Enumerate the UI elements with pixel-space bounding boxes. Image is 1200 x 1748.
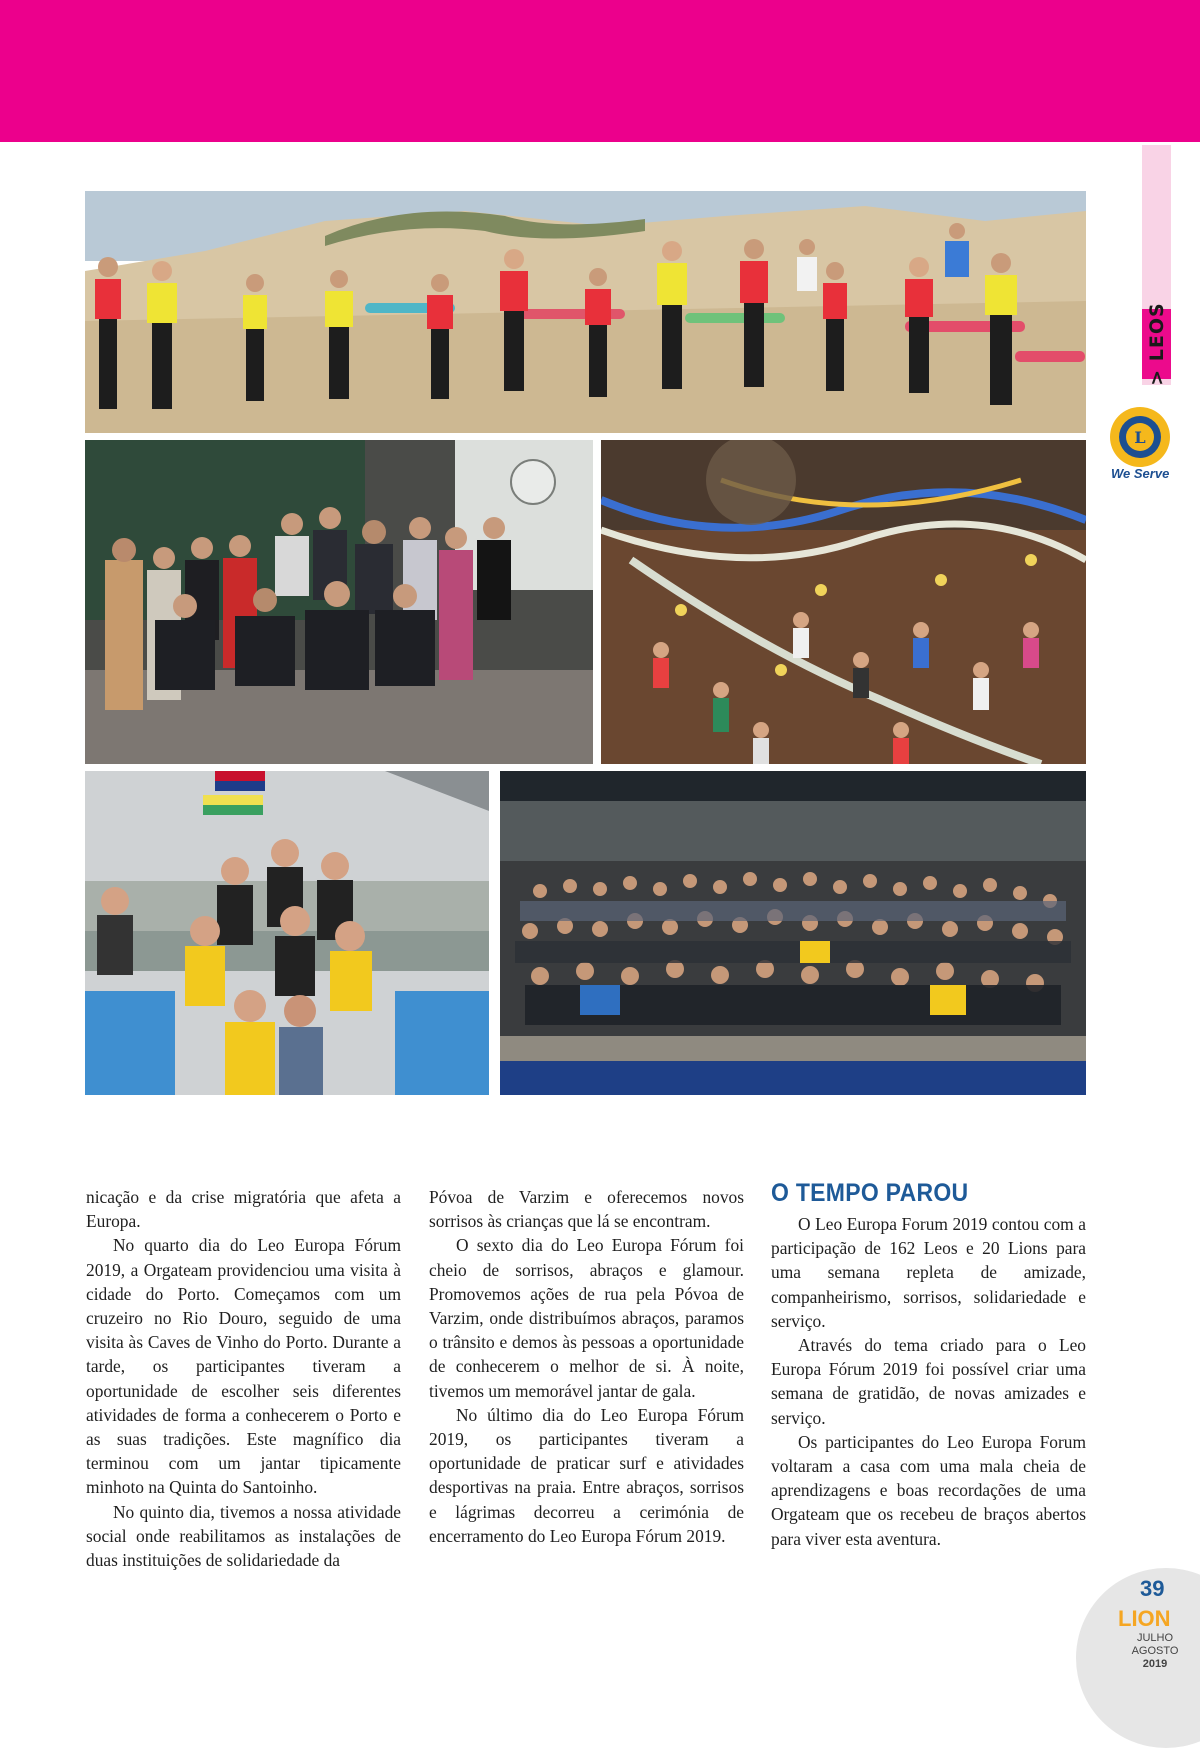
magazine-name: LION — [1118, 1606, 1171, 1631]
lions-logo-icon — [1108, 405, 1172, 469]
article-paragraph: O sexto dia do Leo Europa Fórum foi cheio de sorrisos, abraços e glamour. Promovemos ações de rua pela Póvoa de Varzim, onde distribuímos abraços, paramos o trânsito e demos às pessoas a oportunidade de conhecerem o melhor de si. À noite, tivemos um memorável jantar de gala. — [429, 1235, 744, 1401]
article-paragraph: Póvoa de Varzim e oferecemos novos sorrisos às crianças que lá se encontram. — [429, 1187, 744, 1232]
top-magenta-banner — [0, 0, 1200, 142]
article-paragraph: Os participantes do Leo Europa Forum voltaram a casa com uma mala cheia de aprendizagens e boas recordações de uma Orgateam que os recebeu de braços abertos para viver esta aventura. — [771, 1431, 1086, 1549]
article-paragraph: nicação e da crise migratória que afeta a Europa. — [86, 1187, 401, 1232]
photo-gala-group — [85, 440, 593, 764]
article-column-3 — [771, 1178, 1086, 1551]
page-number: 39 — [1140, 1576, 1165, 1601]
issue-year: 2019 — [1142, 1658, 1168, 1670]
article-column-1 — [86, 1185, 401, 1572]
article-paragraph: O Leo Europa Forum 2019 contou com a participação de 162 Leos e 20 Lions para uma semana repleta de amizade, companheirismo, sorrisos, solidariedade e serviço. — [771, 1214, 1086, 1331]
issue-month-2: AGOSTO — [1131, 1645, 1179, 1657]
section-tab-label: > LEOS — [1145, 302, 1168, 386]
section-tab-label-box — [1142, 302, 1171, 386]
section-heading: O TEMPO PAROU — [771, 1179, 969, 1207]
article-column-2 — [429, 1185, 744, 1548]
we-serve-tagline: We Serve — [1111, 466, 1170, 481]
article-paragraph: No quinto dia, tivemos a nossa atividade social onde reabilitamos as instalações de duas instituições de solidariedade da — [86, 1501, 401, 1571]
photo-auditorium-group — [500, 771, 1086, 1095]
section-side-tab — [1142, 145, 1171, 385]
article-paragraph: Através do tema criado para o Leo Europa Fórum 2019 foi possível criar uma semana de gratidão, de novas amizades e serviço. — [771, 1335, 1086, 1428]
article-paragraph: No quarto dia do Leo Europa Fórum 2019, a Orgateam providenciou uma visita à cidade do Porto. Começamos com um cruzeiro no Rio Douro, seguido de uma visita às Caves de Vinho do Porto. Durante a tarde, os participantes tiveram a oportunidade de escolher seis diferentes atividades de forma a conhecerem o Porto e as suas tradições. Este magnífico dia terminou com um jantar tipicamente minhoto na Quinta do Santoinho. — [86, 1235, 401, 1498]
photo-dance-hall — [601, 440, 1086, 764]
issue-date — [1128, 1632, 1182, 1671]
svg-text:L: L — [1134, 428, 1146, 447]
issue-month: JULHO — [1136, 1632, 1174, 1644]
photo-beach-surf-group — [85, 191, 1086, 433]
photo-boat-cruise — [85, 771, 489, 1095]
article-paragraph: No último dia do Leo Europa Fórum 2019, os participantes tiveram a oportunidade de praticar surf e atividades desportivas na praia. Entre abraços, sorrisos e lágrimas decorreu a cerimónia de encerramento do Leo Europa Fórum 2019. — [429, 1404, 744, 1546]
